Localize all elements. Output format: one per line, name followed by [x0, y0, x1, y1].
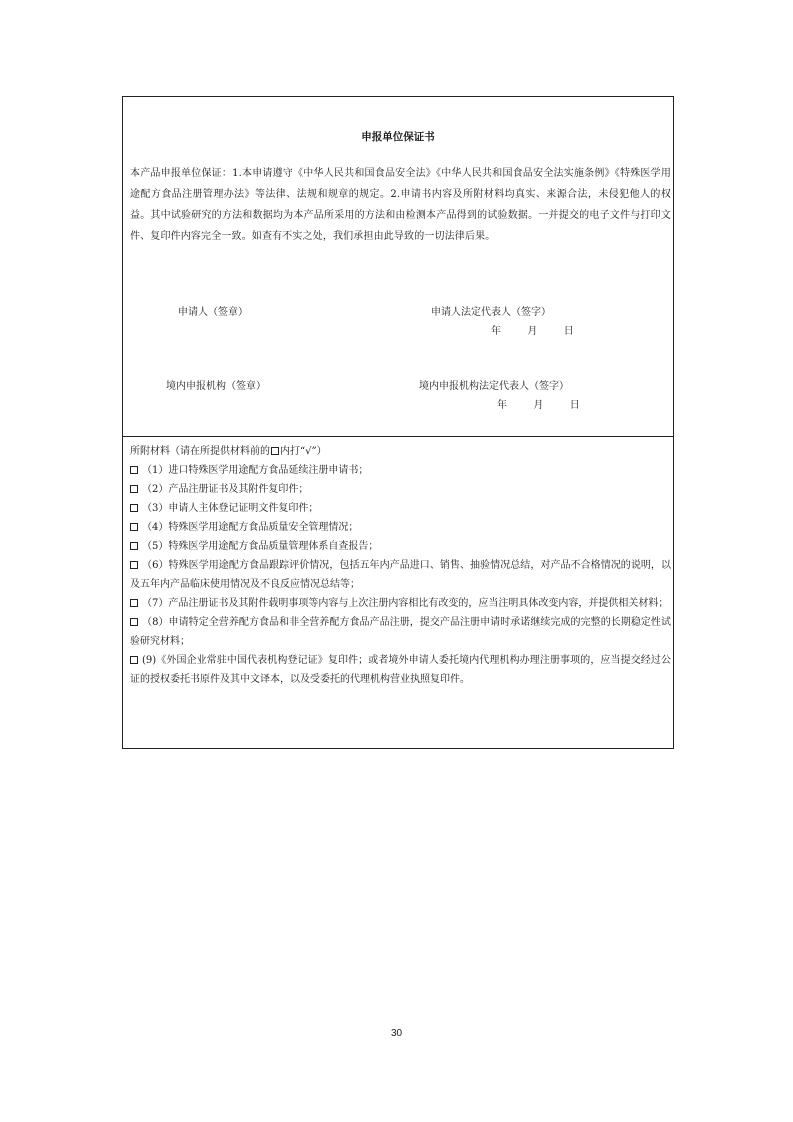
attachment-item-4: （4）特殊医学用途配方食品质量安全管理情况； [130, 518, 671, 537]
domestic-agency-date [497, 396, 580, 411]
domestic-agency-signature-label: 境内申报机构（签章） [166, 381, 266, 392]
attachment-checkbox[interactable] [130, 599, 138, 607]
attachment-item-2: （2）产品注册证书及其附件复印件； [130, 480, 671, 499]
date-month: 月 [533, 400, 544, 411]
date-day: 日 [563, 326, 574, 337]
attachment-checkbox[interactable] [130, 466, 138, 474]
attachments-section [123, 438, 673, 749]
attachments-list [130, 442, 671, 689]
document-title: 申报单位保证书 [361, 131, 435, 143]
attachment-checkbox[interactable] [130, 618, 138, 626]
attachment-item-9: (9)《外国企业常驻中国代表机构登记证》复印件；或者境外申请人委托境内代理机构办理注册事项的，应当提交经过公证的授权委托书原件及其中文译本，以及受委托的代理机构营业执照复印件。 [130, 655, 671, 685]
attachment-item-5: （5）特殊医学用途配方食品质量管理体系自查报告； [130, 537, 671, 556]
attachment-checkbox[interactable] [130, 542, 138, 550]
page-number: 30 [390, 1028, 403, 1039]
date-year: 年 [491, 326, 501, 337]
attachment-item-8: （8）申请特定全营养配方食品和非全营养配方食品产品注册，提交产品注册申请时承诺继续完成的完整的长期稳定性试验研究材料； [130, 617, 671, 647]
date-month: 月 [527, 326, 538, 337]
attachment-checkbox[interactable] [130, 485, 138, 493]
attachment-checkbox[interactable] [130, 504, 138, 512]
attachments-heading: 所附材料（请在所提供材料前的 内打“√”） [130, 446, 327, 457]
attachment-item-6: （6）特殊医学用途配方食品跟踪评价情况，包括五年内产品进口、销售、抽验情况总结，对产品不合格情况的说明，以及五年内产品临床使用情况及不良反应情况总结等； [130, 560, 671, 590]
guarantee-statement: 本产品申报单位保证：1.本申请遵守《中华人民共和国食品安全法》《中华人民共和国食品安全法实施条例》《特殊医学用途配方食品注册管理办法》等法律、法规和规章的规定。2.申请书内容及所附材料均真实、来源合法，未侵犯他人的权益。其中试验研究的方法和数据均为本产品所采用的方法和由检测本产品得到的试验数据。一并提交的电子文件与打印文件、复印件内容完全一致。如查有不实之处，我们承担由此导致的一切法律后果。 [130, 168, 671, 242]
date-year: 年 [497, 400, 507, 411]
attachment-checkbox[interactable] [130, 523, 138, 531]
guarantee-section [123, 97, 673, 437]
attachment-item-7: （7）产品注册证书及其附件载明事项等内容与上次注册内容相比有改变的，应当注明具体改变内容，并提供相关材料； [130, 594, 671, 613]
guarantee-form-table [122, 96, 674, 749]
applicant-legal-rep-signature-label: 申请人法定代表人（签字） [431, 307, 551, 318]
checkbox-icon [271, 447, 279, 455]
applicant-signature-label: 申请人（签章） [178, 307, 248, 318]
domestic-agency-legal-rep-signature-label: 境内申报机构法定代表人（签字） [419, 381, 569, 392]
applicant-date [491, 322, 574, 337]
attachment-item-1: （1）进口特殊医学用途配方食品延续注册申请书； [130, 461, 671, 480]
attachment-item-3: （3）申请人主体登记证明文件复印件； [130, 499, 671, 518]
date-day: 日 [569, 400, 580, 411]
attachment-checkbox[interactable] [130, 656, 138, 664]
attachment-checkbox[interactable] [130, 561, 138, 569]
